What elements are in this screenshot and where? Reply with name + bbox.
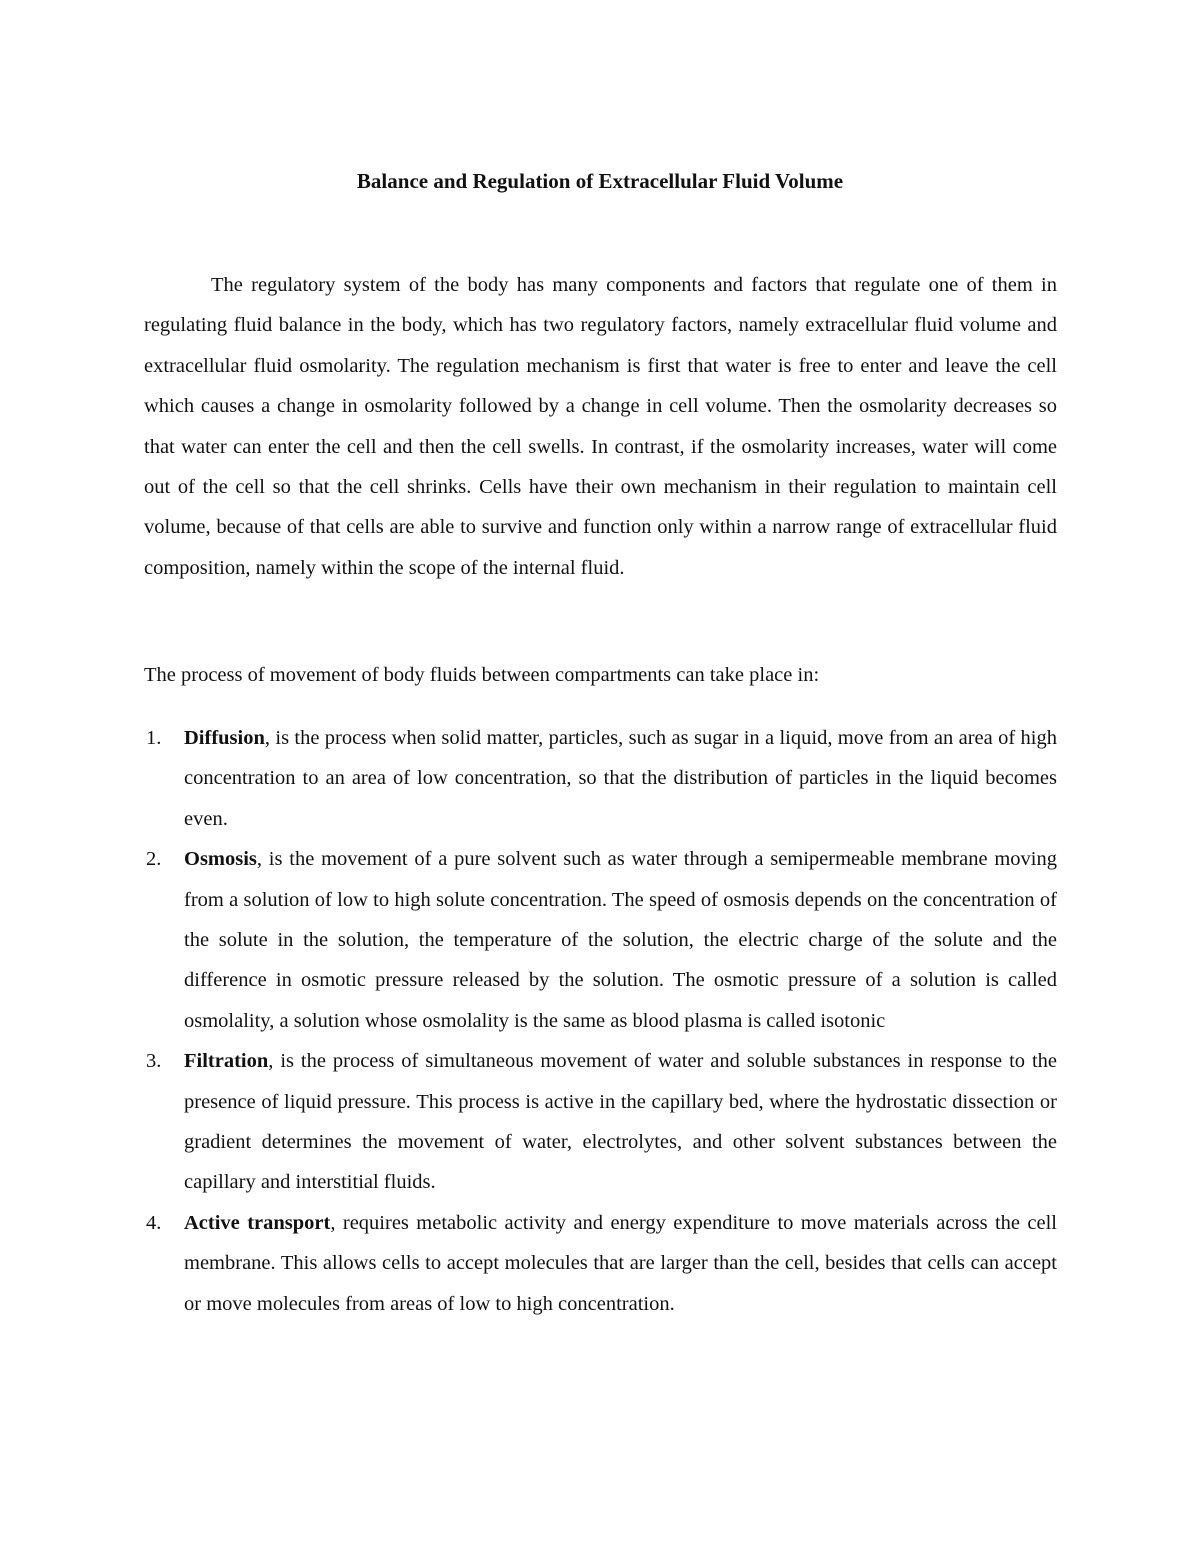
list-item-osmosis: [144, 839, 1057, 1041]
list-term: Filtration: [184, 1050, 269, 1073]
list-number: 2.: [146, 848, 162, 871]
list-term: Diffusion: [184, 727, 265, 749]
list-number: 4.: [146, 1211, 162, 1234]
intro-paragraph: The regulatory system of the body has many components and factors that regulate one of them in regulating fluid balance in the body, which has two regulatory factors, namely extracellular fluid volume and extracellular fluid osmolarity. The regulation mechanism is first that water is free to enter and leave the cell which causes a change in osmolarity followed by a change in cell volume. Then the osmolarity decreases so that water can enter the cell and then the cell swells. In contrast, if the osmolarity increases, water will come out of the cell so that the cell shrinks. Cells have their own mechanism in their regulation to maintain cell volume, because of that cells are able to survive and function only within a narrow range of extracellular fluid composition, namely within the scope of the internal fluid.: [144, 274, 1057, 579]
list-item-diffusion: [144, 718, 1057, 839]
list-term: Osmosis: [184, 848, 257, 871]
list-item-filtration: [144, 1041, 1057, 1203]
document-title: Balance and Regulation of Extracellular Fluid Volume: [356, 169, 844, 193]
list-text: , is the process of simultaneous movement of water and soluble substances in response to the presence of liquid pressure. This process is active in the capillary bed, where the hydrostatic dissection or gradient determines the movement of water, electrolytes, and other solvent substances between the capillary and interstitial fluids.: [184, 1050, 1057, 1194]
list-number: 3.: [146, 1050, 162, 1073]
list-item-active-transport: [144, 1203, 1057, 1324]
list-term: Active transport: [184, 1211, 331, 1234]
list-text: , requires metabolic activity and energy expenditure to move materials across the cell membrane. This allows cells to accept molecules that are larger than the cell, besides that cells can accept or move molecules from areas of low to high concentration.: [184, 1211, 1058, 1315]
process-list: [144, 718, 1057, 1324]
list-text: , is the movement of a pure solvent such as water through a semipermeable membrane moving from a solution of low to high solute concentration. The speed of osmosis depends on the concentration of the solute in the solution, the temperature of the solution, the electric charge of the solute and the difference in osmotic pressure released by the solution. The osmotic pressure of a solution is called osmolality, a solution whose osmolality is the same as blood plasma is called isotonic: [184, 848, 1057, 1032]
list-number: 1.: [146, 727, 162, 749]
process-intro-paragraph: The process of movement of body fluids between compartments can take place in:: [144, 664, 820, 686]
list-text: , is the process when solid matter, particles, such as sugar in a liquid, move from an area of high concentration to an area of low concentration, so that the distribution of particles in the liquid becomes even.: [184, 727, 1057, 830]
